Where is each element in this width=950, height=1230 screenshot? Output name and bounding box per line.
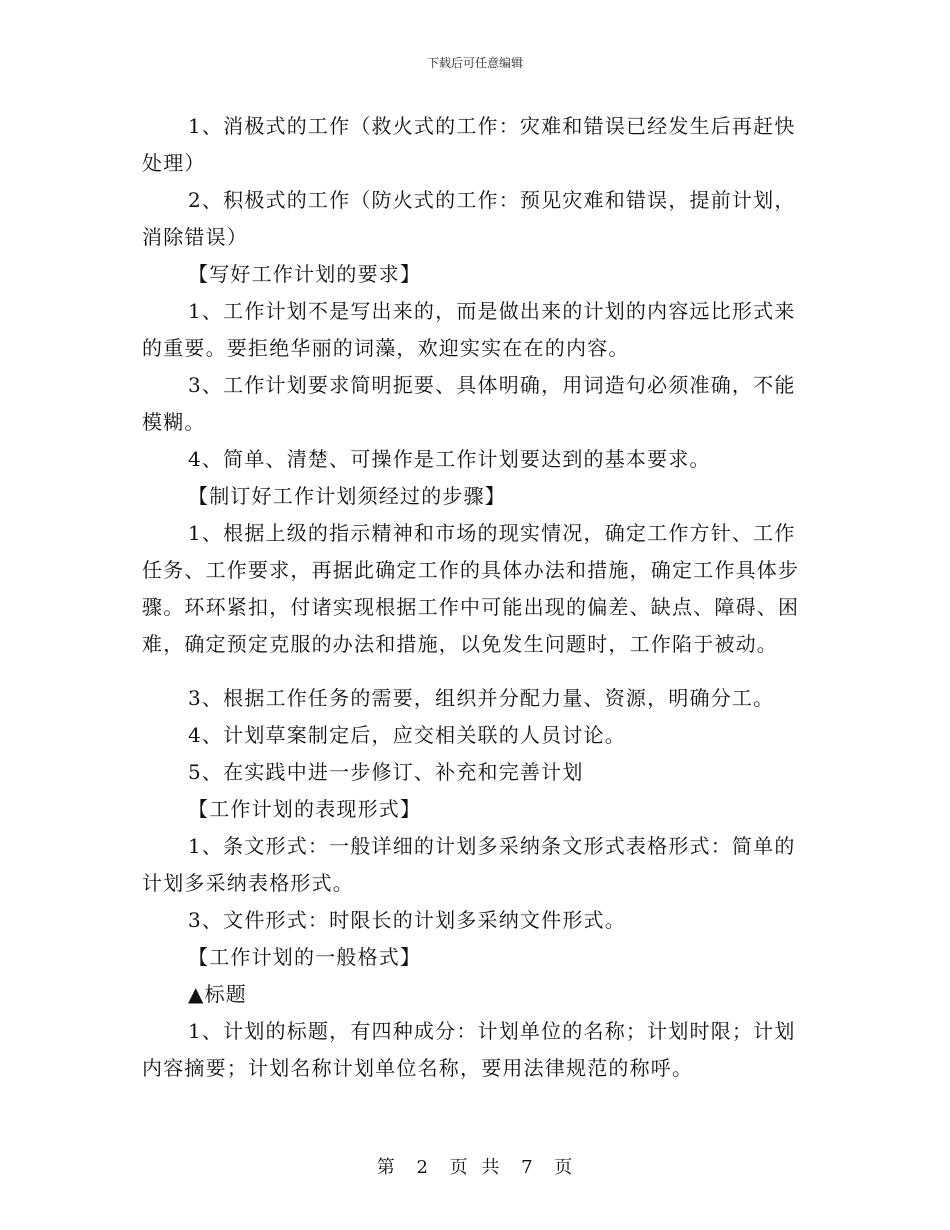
paragraph: 3、文件形式：时限长的计划多采纳文件形式。	[188, 908, 626, 932]
page-number-middle: 页 共	[449, 1157, 501, 1178]
page-number-prefix: 第	[376, 1157, 396, 1178]
paragraph: 1、工作计划不是写出来的，而是做出来的计划的内容远比形式来的重要。要拒绝华丽的词藻，欢迎实实在在的内容。	[142, 299, 796, 360]
paragraph: 2、积极式的工作（防火式的工作：预见灾难和错误，提前计划，消除错误）	[142, 188, 796, 249]
paragraph: 1、根据上级的指示精神和市场的现实情况，确定工作方针、工作任务、工作要求，再据此确定工作的具体办法和措施，确定工作具体步骤。环环紧扣，付诸实现根据工作中可能出现的偏差、缺点、障碍、困难，确定预定克服的办法和措施，以免发生问题时，工作陷于被动。	[142, 521, 800, 656]
paragraph: 1、消极式的工作（救火式的工作：灾难和错误已经发生后再赶快处理）	[142, 114, 796, 175]
document-body	[142, 108, 810, 1087]
page-number	[0, 1153, 950, 1179]
page-header: 下载后可任意编辑	[426, 56, 523, 70]
section-heading: 【制订好工作计划须经过的步骤】	[188, 484, 506, 508]
total-pages: 7	[521, 1157, 534, 1178]
page-number-suffix: 页	[554, 1157, 574, 1178]
paragraph: 3、工作计划要求简明扼要、具体明确，用词造句必须准确，不能模糊。	[142, 373, 796, 434]
paragraph: 5、在实践中进一步修订、补充和完善计划	[188, 760, 584, 784]
paragraph: 1、条文形式：一般详细的计划多采纳条文形式表格形式：简单的计划多采纳表格形式。	[142, 834, 796, 895]
paragraph: 3、根据工作任务的需要，组织并分配力量、资源，明确分工。	[188, 686, 775, 710]
paragraph: 1、计划的标题，有四种成分：计划单位的名称；计划时限；计划内容摘要；计划名称计划单位名称，要用法律规范的称呼。	[142, 1019, 796, 1080]
current-page: 2	[416, 1157, 429, 1178]
paragraph: 4、计划草案制定后，应交相关联的人员讨论。	[188, 723, 626, 747]
section-heading: 【写好工作计划的要求】	[188, 262, 422, 286]
paragraph: 4、简单、清楚、可操作是工作计划要达到的基本要求。	[188, 447, 711, 471]
section-heading: 【工作计划的一般格式】	[188, 945, 422, 969]
subheading: ▲标题	[188, 982, 247, 1006]
section-heading: 【工作计划的表现形式】	[188, 797, 422, 821]
